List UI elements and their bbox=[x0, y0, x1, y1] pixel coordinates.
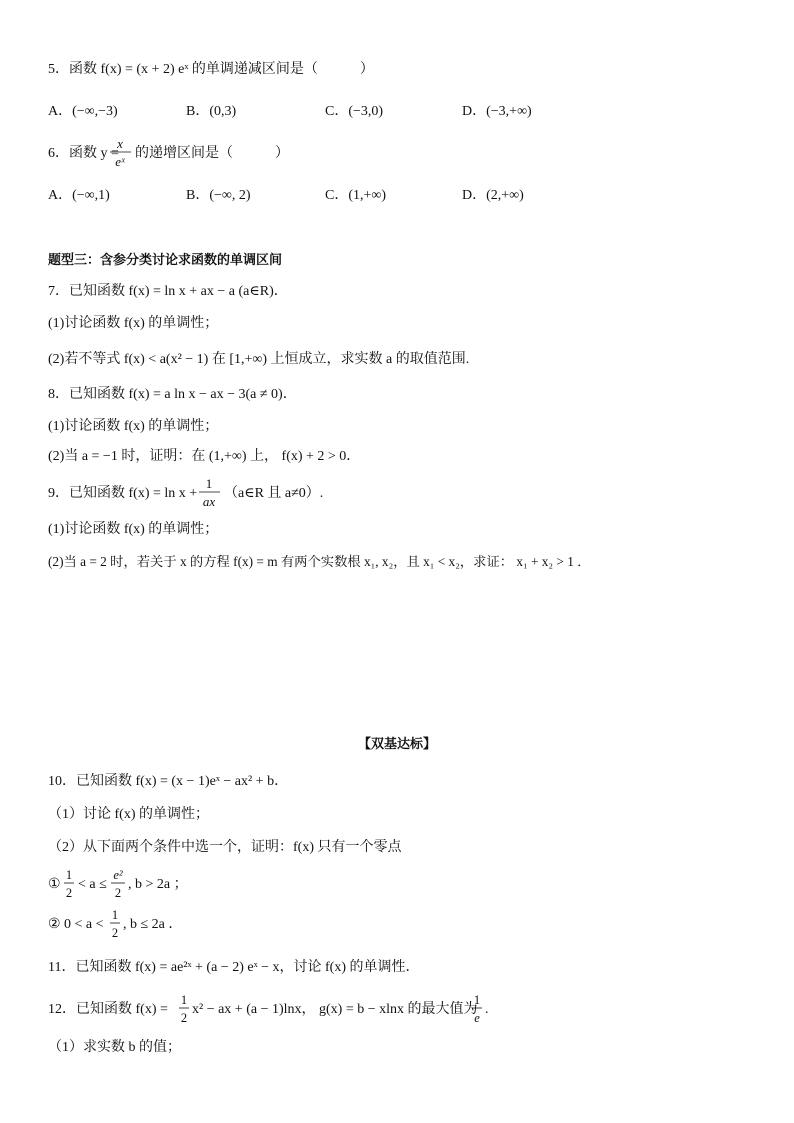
q12-frac2-num: 1 bbox=[473, 993, 481, 1007]
q10-c2-frac-num: 1 bbox=[111, 908, 119, 922]
q10-c1-frac1-den: 2 bbox=[65, 886, 73, 900]
q6-frac-num: x bbox=[117, 136, 123, 151]
q12-frac2-den: e bbox=[474, 1011, 480, 1025]
q7-part2: (2)若不等式 f(x) < a(x² − 1) 在 [1,+∞) 上恒成立，求实数 a 的取值范围. bbox=[48, 352, 470, 367]
q11-stem: 11．已知函数 f(x) = ae²ˣ + (a − 2) eˣ − x，讨论 f(x) 的单调性． bbox=[48, 960, 420, 975]
q8-stem: 8．已知函数 f(x) = a ln x − ax − 3(a ≠ 0)． bbox=[48, 387, 297, 402]
q10-part2: （2）从下面两个条件中选一个，证明：f(x) 只有一个零点 bbox=[48, 840, 402, 855]
q10-part1: （1）讨论 f(x) 的单调性； bbox=[48, 807, 209, 822]
q5-option-a[interactable]: A．(−∞,−3) bbox=[48, 104, 118, 119]
q6-option-a[interactable]: A．(−∞,1) bbox=[48, 188, 110, 203]
q9-part2: (2)当 a = 2 时，若关于 x 的方程 f(x) = m 有两个实数根 x₁, x₂，且 x₁ < x₂，求证： x₁ + x₂ > 1 ． bbox=[48, 554, 591, 569]
q6-option-b[interactable]: B．(−∞, 2) bbox=[186, 188, 251, 203]
q7-part1: (1)讨论函数 f(x) 的单调性； bbox=[48, 316, 219, 331]
q9-stem-post: （a∈R 且 a≠0）. bbox=[224, 486, 324, 501]
q12-frac1-den: 2 bbox=[180, 1011, 188, 1025]
q6-option-c[interactable]: C．(1,+∞) bbox=[325, 188, 387, 203]
q9-stem-pre: 9．已知函数 f(x) = ln x + bbox=[48, 486, 198, 501]
q5-option-c[interactable]: C．(−3,0) bbox=[325, 104, 384, 119]
q9-frac-num: 1 bbox=[205, 476, 213, 491]
q10-c1-frac1-num: 1 bbox=[65, 868, 73, 882]
q9-part1: (1)讨论函数 f(x) 的单调性； bbox=[48, 522, 219, 537]
q10-c2-end: , b ≤ 2a ． bbox=[123, 917, 183, 932]
section-basic-title: 【双基达标】 bbox=[357, 737, 437, 752]
q6-frac-den: eˣ bbox=[115, 154, 125, 169]
q10-condition1-mark: ① bbox=[48, 877, 61, 892]
q6-stem-post: 的递增区间是（ ） bbox=[135, 146, 289, 161]
q10-c1-frac2-den: 2 bbox=[114, 886, 122, 900]
q8-part2: (2)当 a = −1 时，证明：在 (1,+∞) 上， f(x) + 2 > 0． bbox=[48, 449, 361, 464]
q5-option-b[interactable]: B．(0,3) bbox=[186, 104, 237, 119]
q10-c2-pre: 0 < a < bbox=[64, 917, 104, 932]
q10-c1-mid: < a ≤ bbox=[78, 877, 107, 892]
q6-stem-pre: 6．函数 y = bbox=[48, 146, 119, 161]
q5-stem: 5．函数 f(x) = (x + 2) eˣ 的单调递减区间是（ ） bbox=[48, 62, 374, 77]
q10-c1-frac2-num: e² bbox=[113, 868, 123, 882]
q12-part1: （1）求实数 b 的值； bbox=[48, 1040, 181, 1055]
q12-stem-pre: 12．已知函数 f(x) = bbox=[48, 1002, 168, 1017]
q12-frac1-num: 1 bbox=[180, 993, 188, 1007]
q12-stem-mid: x² − ax + (a − 1)lnx， g(x) = b − xlnx 的最大值为 bbox=[192, 1002, 478, 1017]
q12-stem-end: . bbox=[485, 1002, 489, 1017]
q10-stem: 10．已知函数 f(x) = (x − 1)eˣ − ax² + b． bbox=[48, 774, 289, 789]
q6-option-d[interactable]: D．(2,+∞) bbox=[462, 188, 524, 203]
q7-stem: 7．已知函数 f(x) = ln x + ax − a (a∈R)． bbox=[48, 284, 288, 299]
q10-condition2-mark: ② bbox=[48, 917, 61, 932]
section3-title: 题型三：含参分类讨论求函数的单调区间 bbox=[48, 253, 283, 268]
q10-c2-frac-den: 2 bbox=[111, 926, 119, 940]
q9-frac-den: ax bbox=[202, 494, 216, 509]
q8-part1: (1)讨论函数 f(x) 的单调性； bbox=[48, 419, 219, 434]
q5-option-d[interactable]: D．(−3,+∞) bbox=[462, 104, 532, 119]
q10-c1-end: , b > 2a ； bbox=[128, 877, 188, 892]
